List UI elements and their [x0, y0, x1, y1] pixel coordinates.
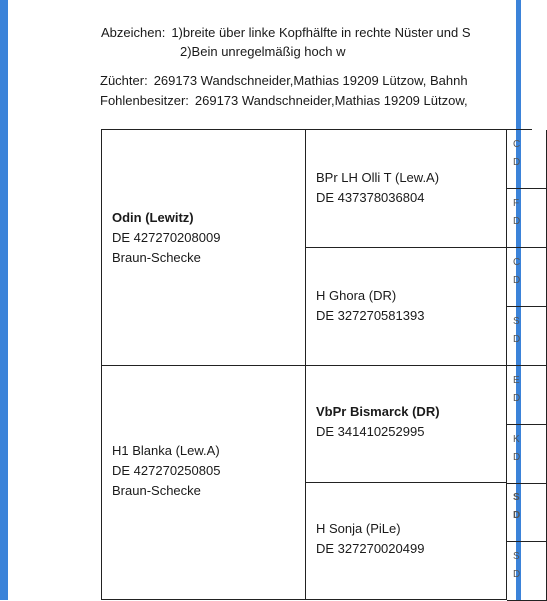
gen3-fragment-b: D — [513, 569, 521, 580]
markings-text-1: 1)breite über linke Kopfhälfte in rechte Nüster und S — [171, 25, 471, 40]
sire-sire-name: BPr LH Olli T (Lew.A) — [316, 170, 440, 185]
dam-id: DE 427270250805 — [112, 463, 221, 478]
markings-text-2: 2)Bein unregelmäßig hoch w — [180, 44, 346, 59]
pedigree-gen3-cell — [507, 366, 547, 425]
pedigree-gen3-cell — [507, 189, 547, 248]
dam-sire-name: VbPr Bismarck (DR) — [316, 404, 440, 419]
owner-line — [100, 93, 468, 108]
dam-dam-name: H Sonja (PiLe) — [316, 521, 401, 536]
gen3-fragment-a: K — [513, 434, 520, 445]
dam-name: H1 Blanka (Lew.A) — [112, 443, 220, 458]
dam-dam-id: DE 327270020499 — [316, 541, 425, 556]
pedigree-gen3-cell — [507, 542, 547, 601]
gen3-fragment-b: D — [513, 510, 521, 521]
gen3-fragment-b: D — [513, 393, 521, 404]
gen3-fragment-a: C — [513, 257, 521, 268]
pedigree-dam-dam-cell — [306, 483, 507, 600]
sire-name: Odin (Lewitz) — [112, 210, 194, 225]
breeder-value: 269173 Wandschneider,Mathias 19209 Lützow, Bahnh — [153, 73, 468, 88]
sire-id: DE 427270208009 — [112, 230, 221, 245]
dam-color: Braun-Schecke — [112, 483, 201, 498]
pedigree-table — [101, 129, 532, 600]
pedigree-sire-dam-cell — [306, 248, 507, 366]
markings-line-1 — [101, 25, 471, 40]
pedigree-gen3-cell — [507, 483, 547, 542]
gen3-fragment-a: F — [513, 198, 520, 209]
gen3-fragment-b: D — [513, 334, 521, 345]
pedigree-gen3-cell — [507, 307, 547, 366]
gen3-fragment-b: D — [513, 216, 521, 227]
document-page — [8, 0, 521, 600]
gen3-fragment-b: D — [513, 157, 521, 168]
gen3-fragment-a: S — [513, 551, 520, 562]
sire-dam-name: H Ghora (DR) — [316, 288, 397, 303]
gen3-fragment-a: S — [513, 492, 520, 503]
pedigree-gen3-cell — [507, 130, 547, 189]
markings-line-2 — [180, 44, 345, 59]
breeder-line — [100, 73, 468, 88]
sire-dam-id: DE 327270581393 — [316, 308, 425, 323]
gen3-fragment-b: D — [513, 275, 521, 286]
gen3-fragment-b: D — [513, 452, 521, 463]
breeder-label: Züchter: — [100, 73, 148, 88]
dam-sire-id: DE 341410252995 — [316, 424, 425, 439]
owner-label: Fohlenbesitzer: — [100, 93, 189, 108]
pedigree-gen3-cell — [507, 425, 547, 484]
gen3-fragment-a: C — [513, 139, 521, 150]
pedigree-gen3-cell — [507, 248, 547, 307]
gen3-fragment-a: E — [513, 375, 520, 386]
pedigree-sire-cell — [102, 130, 306, 366]
window-frame-left — [0, 0, 8, 600]
pedigree-dam-sire-cell — [306, 366, 507, 483]
gen3-fragment-a: S — [513, 316, 520, 327]
sire-sire-id: DE 437378036804 — [316, 190, 425, 205]
sire-color: Braun-Schecke — [112, 250, 201, 265]
pedigree-sire-sire-cell — [306, 130, 507, 248]
pedigree-dam-cell — [102, 366, 306, 600]
markings-label: Abzeichen: — [101, 25, 166, 40]
owner-value: 269173 Wandschneider,Mathias 19209 Lützow, — [194, 93, 468, 108]
